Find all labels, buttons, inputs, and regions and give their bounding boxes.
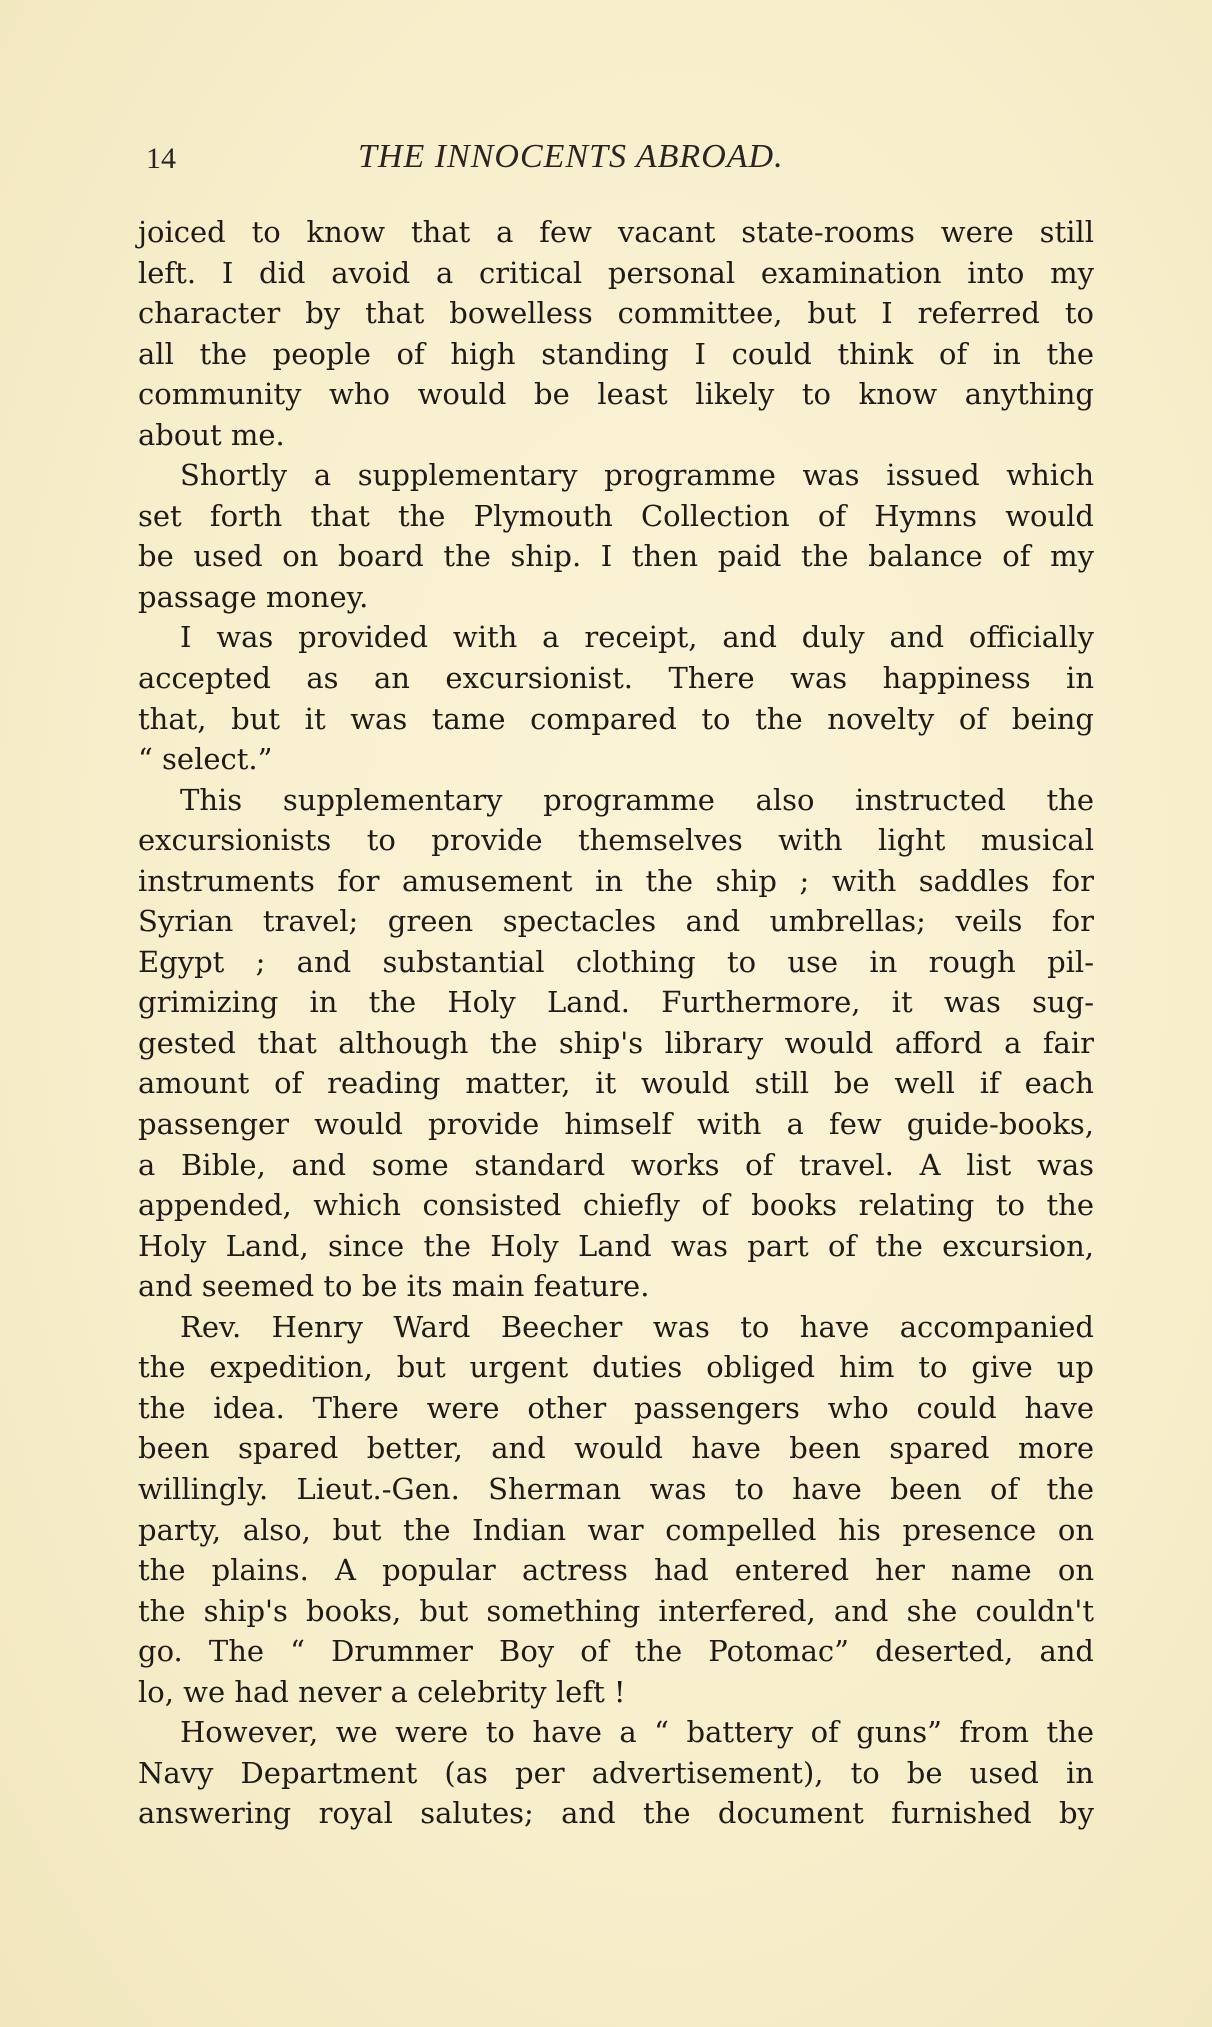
text-line: left. I did avoid a critical personal examination into my <box>138 255 1094 290</box>
text-line: character by that bowelless committee, but I referred to <box>138 296 1094 331</box>
text-line: passenger would provide himself with a few guide-books, <box>138 1107 1094 1142</box>
text-line: Egypt ; and substantial clothing to use in rough pil- <box>138 944 1094 979</box>
text-line: grimizing in the Holy Land. Furthermore, it was sug- <box>138 985 1094 1020</box>
page-number: 14 <box>146 142 176 175</box>
paragraph <box>138 617 1094 779</box>
paragraph <box>138 455 1094 617</box>
text-line: community who would be least likely to know anything <box>138 377 1094 412</box>
body-text <box>138 212 1094 1834</box>
text-line: This supplementary programme also instructed the <box>180 782 1094 817</box>
text-line: been spared better, and would have been spared more <box>138 1431 1094 1466</box>
text-line: that, but it was tame compared to the novelty of being <box>138 701 1094 736</box>
text-line: Shortly a supplementary programme was issued which <box>180 458 1094 493</box>
text-line: be used on board the ship. I then paid the balance of my <box>138 539 1094 574</box>
text-line: I was provided with a receipt, and duly and officially <box>180 620 1094 655</box>
text-line: the expedition, but urgent duties obliged him to give up <box>138 1350 1094 1385</box>
text-line: “ select.” <box>138 742 273 777</box>
text-line: all the people of high standing I could think of in the <box>138 336 1094 371</box>
page-header <box>138 138 1096 188</box>
text-line: answering royal salutes; and the document furnished by <box>138 1796 1094 1831</box>
text-line: and seemed to be its main feature. <box>138 1269 650 1304</box>
text-line: the ship's books, but something interfered, and she couldn't <box>138 1593 1094 1628</box>
text-line: Rev. Henry Ward Beecher was to have accompanied <box>180 1309 1094 1344</box>
text-line: party, also, but the Indian war compelled his presence on <box>138 1512 1094 1547</box>
text-line: passage money. <box>138 579 369 614</box>
text-line: gested that although the ship's library would afford a fair <box>138 1025 1094 1060</box>
paragraph <box>138 780 1094 1307</box>
running-title: THE INNOCENTS ABROAD. <box>358 138 784 175</box>
text-line: the plains. A popular actress had entered her name on <box>138 1553 1094 1588</box>
text-line: Navy Department (as per advertisement), to be used in <box>138 1755 1094 1790</box>
text-line: instruments for amusement in the ship ; with saddles for <box>138 863 1094 898</box>
text-line: set forth that the Plymouth Collection of Hymns would <box>138 498 1094 533</box>
text-line: Holy Land, since the Holy Land was part of the excursion, <box>138 1228 1094 1263</box>
text-line: However, we were to have a “ battery of guns” from the <box>180 1715 1094 1750</box>
text-line: amount of reading matter, it would still be well if each <box>138 1066 1094 1101</box>
text-line: appended, which consisted chiefly of books relating to the <box>138 1188 1094 1223</box>
text-line: accepted as an excursionist. There was happiness in <box>138 661 1094 696</box>
text-line: joiced to know that a few vacant state-rooms were still <box>138 215 1094 249</box>
text-line: go. The “ Drummer Boy of the Potomac” deserted, and <box>138 1634 1094 1669</box>
text-line: lo, we had never a celebrity left ! <box>138 1674 626 1709</box>
paragraph <box>138 1712 1094 1834</box>
text-line: a Bible, and some standard works of travel. A list was <box>138 1147 1094 1182</box>
text-line: willingly. Lieut.-Gen. Sherman was to have been of the <box>138 1471 1094 1506</box>
text-line: the idea. There were other passengers who could have <box>138 1390 1094 1425</box>
text-line: Syrian travel; green spectacles and umbrellas; veils for <box>138 904 1094 939</box>
text-line: excursionists to provide themselves with light musical <box>138 823 1094 858</box>
paragraph <box>138 1307 1094 1712</box>
paragraph <box>138 212 1094 455</box>
text-line: about me. <box>138 417 285 452</box>
